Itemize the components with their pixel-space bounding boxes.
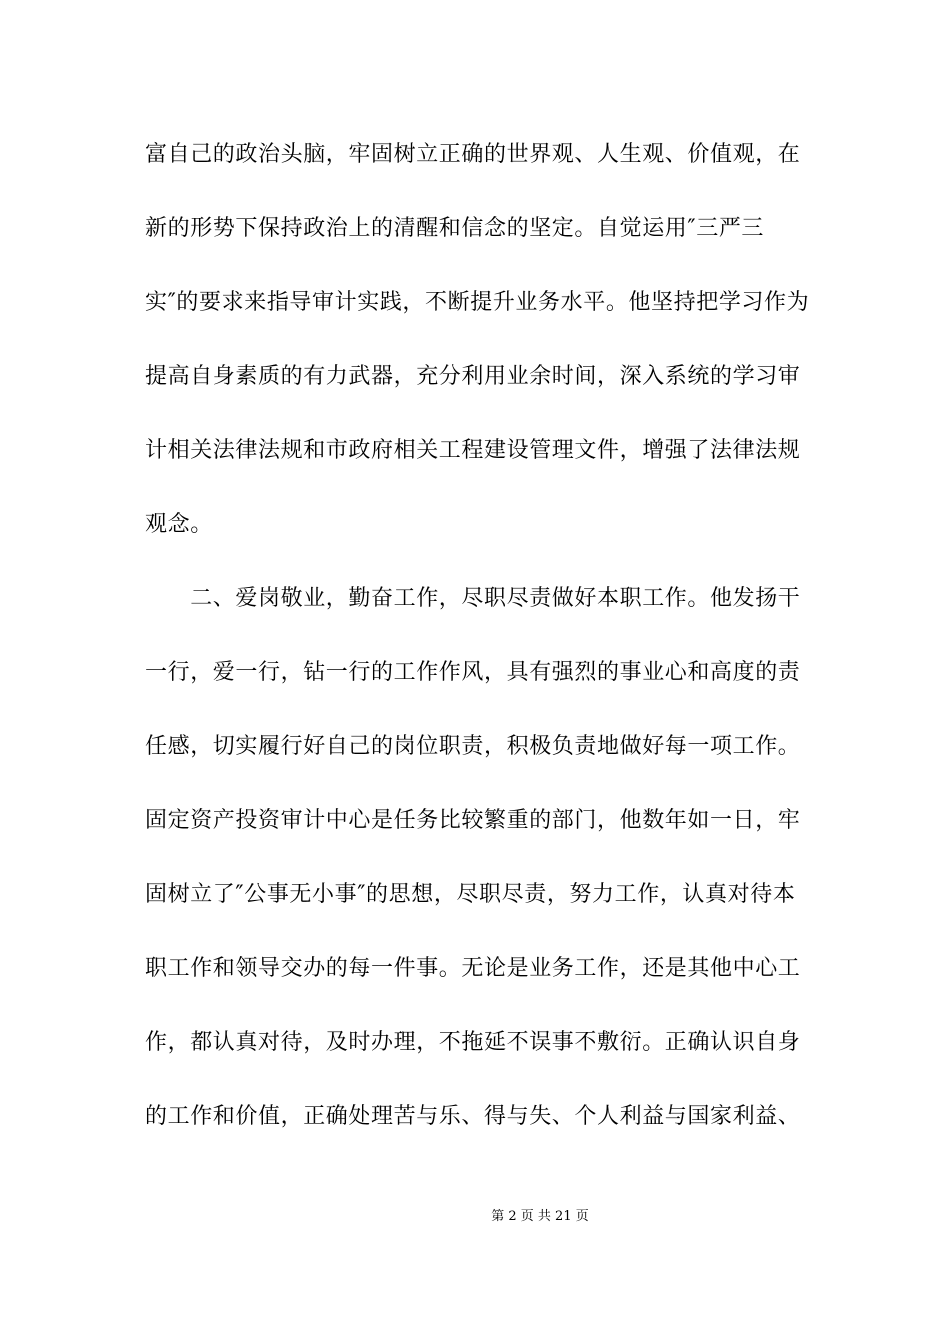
body-text-line: 固树立了″公事无小事″的思想，尽职尽责，努力工作，认真对待本 bbox=[145, 882, 796, 907]
body-text-line: 观念。 bbox=[145, 512, 213, 537]
body-text-line: 任感，切实履行好自己的岗位职责，积极负责地做好每一项工作。 bbox=[145, 734, 801, 759]
body-text-line: 富自己的政治头脑，牢固树立正确的世界观、人生观、价值观，在 bbox=[145, 142, 801, 167]
body-text-line: 作，都认真对待，及时办理，不拖延不误事不敷衍。正确认识自身 bbox=[145, 1030, 801, 1055]
page-footer bbox=[0, 1208, 950, 1226]
page-number: 第 2 页 共 21 页 bbox=[491, 1209, 589, 1224]
body-text-line: 计相关法律法规和市政府相关工程建设管理文件，增强了法律法规 bbox=[145, 438, 801, 463]
body-text-line: 一行，爱一行，钻一行的工作作风，具有强烈的事业心和高度的责 bbox=[145, 660, 801, 685]
body-text-line: 实″的要求来指导审计实践，不断提升业务水平。他坚持把学习作为 bbox=[145, 290, 810, 315]
body-text-line: 职工作和领导交办的每一件事。无论是业务工作，还是其他中心工 bbox=[145, 956, 801, 981]
body-text-line: 新的形势下保持政治上的清醒和信念的坚定。自觉运用″三严三 bbox=[145, 216, 765, 241]
body-text-line: 二、爱岗敬业，勤奋工作，尽职尽责做好本职工作。他发扬干 bbox=[145, 586, 801, 611]
body-text-line: 提高自身素质的有力武器，充分利用业余时间，深入系统的学习审 bbox=[145, 364, 801, 389]
body-text-line: 固定资产投资审计中心是任务比较繁重的部门，他数年如一日，牢 bbox=[145, 808, 801, 833]
body-text-line: 的工作和价值，正确处理苦与乐、得与失、个人利益与国家利益、 bbox=[145, 1104, 801, 1129]
